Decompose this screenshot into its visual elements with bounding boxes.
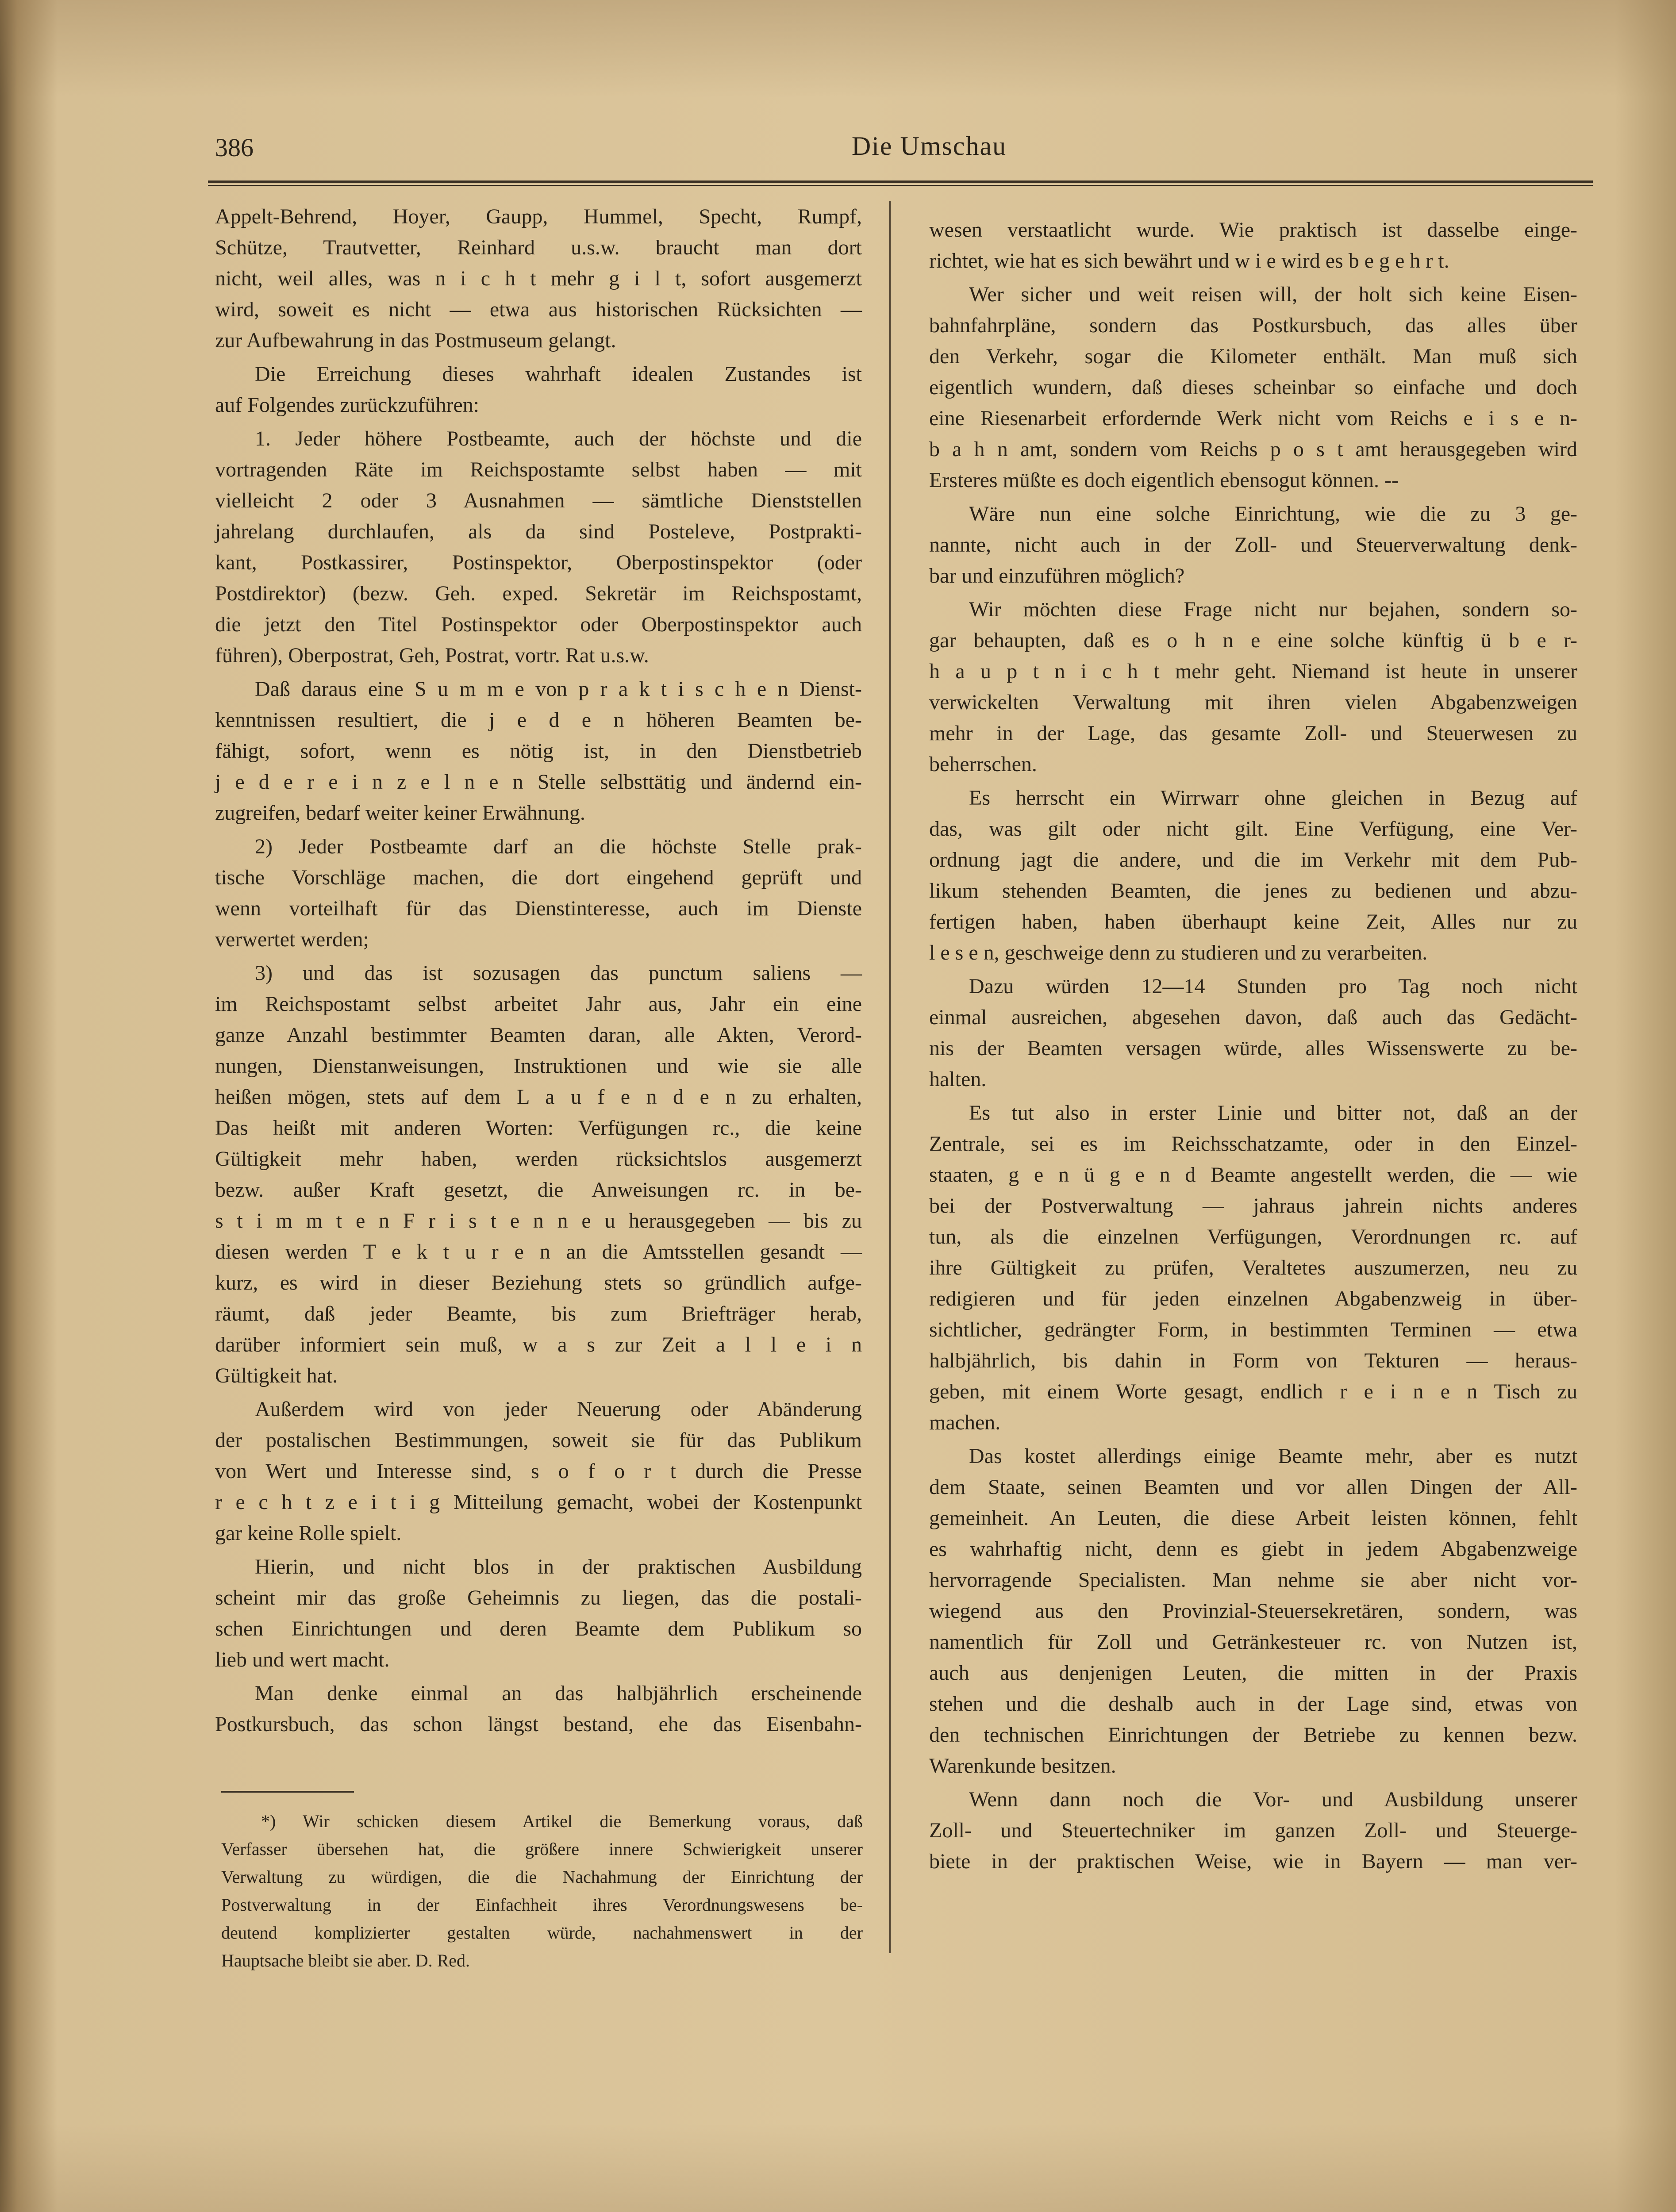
text-line: der postalischen Bestimmungen, soweit sie für das Publikum bbox=[215, 1429, 862, 1452]
text-line: ordnung jagt die andere, und die im Verkehr mit dem Pub- bbox=[929, 848, 1577, 872]
text-line: wesen verstaatlicht wurde. Wie praktisch ist dasselbe einge- bbox=[929, 218, 1577, 242]
paragraph bbox=[929, 783, 1577, 968]
paragraph bbox=[929, 279, 1577, 496]
text-line: tische Vorschläge machen, die dort eingehend geprüft und bbox=[215, 866, 862, 889]
text-line: machen. bbox=[929, 1411, 1001, 1434]
paragraph bbox=[215, 831, 862, 955]
text-line: den technischen Einrichtungen der Betriebe zu kennen bezw. bbox=[929, 1723, 1577, 1747]
text-line: sichtlicher, gedrängter Form, in bestimmten Terminen — etwa bbox=[929, 1318, 1577, 1341]
text-line: es wahrhaftig nicht, denn es giebt in jedem Abgabenzweige bbox=[929, 1537, 1577, 1561]
text-line: von Wert und Interesse sind, s o f o r t durch die Presse bbox=[215, 1459, 862, 1483]
paragraph bbox=[215, 201, 862, 356]
header-rule-thin bbox=[208, 185, 1593, 186]
text-line: beherrschen. bbox=[929, 753, 1037, 776]
text-line: kenntnissen resultiert, die j e d e n höheren Beamten be- bbox=[215, 708, 862, 732]
paragraph bbox=[215, 359, 862, 421]
footnote-line: Postverwaltung in der Einfachheit ihres Verordnungswesens be- bbox=[221, 1895, 863, 1915]
text-line: h a u p t n i c h t mehr geht. Niemand ist heute in unserer bbox=[929, 660, 1577, 683]
text-line: Es herrscht ein Wirrwarr ohne gleichen in Bezug auf bbox=[969, 786, 1577, 810]
text-line: hervorragende Specialisten. Man nehme sie aber nicht vor- bbox=[929, 1568, 1577, 1592]
paragraph bbox=[929, 1098, 1577, 1438]
text-line: bahnfahrpläne, sondern das Postkursbuch, das alles über bbox=[929, 314, 1577, 337]
text-line: stehen und die deshalb auch in der Lage sind, etwas von bbox=[929, 1692, 1577, 1716]
paragraph bbox=[215, 674, 862, 829]
text-line: 1. Jeder höhere Postbeamte, auch der höchste und die bbox=[255, 427, 862, 450]
text-line: nis der Beamten versagen würde, alles Wissenswerte zu be- bbox=[929, 1037, 1577, 1060]
text-line: bei der Postverwaltung — jahraus jahrein nichts anderes bbox=[929, 1194, 1577, 1217]
text-line: Dazu würden 12—14 Stunden pro Tag noch nicht bbox=[969, 975, 1577, 998]
text-line: ihre Gültigkeit zu prüfen, Veraltetes auszumerzen, neu zu bbox=[929, 1256, 1577, 1279]
paragraph bbox=[929, 499, 1577, 591]
text-line: Wer sicher und weit reisen will, der holt sich keine Eisen- bbox=[969, 283, 1577, 306]
text-line: Gültigkeit hat. bbox=[215, 1364, 338, 1387]
text-line: r e c h t z e i t i g Mitteilung gemacht, wobei der Kostenpunkt bbox=[215, 1490, 862, 1514]
text-line: halbjährlich, bis dahin in Form von Tekturen — heraus- bbox=[929, 1349, 1577, 1372]
text-line: im Reichspostamt selbst arbeitet Jahr aus, Jahr ein eine bbox=[215, 992, 862, 1016]
text-line: nicht, weil alles, was n i c h t mehr g i l t, sofort ausgemerzt bbox=[215, 267, 862, 290]
text-line: nungen, Dienstanweisungen, Instruktionen und wie sie alle bbox=[215, 1054, 862, 1078]
text-line: tun, als die einzelnen Verfügungen, Verordnungen rc. auf bbox=[929, 1225, 1577, 1248]
text-line: Man denke einmal an das halbjährlich erscheinende bbox=[255, 1682, 862, 1705]
text-line: redigieren und für jeden einzelnen Abgabenzweig in über- bbox=[929, 1287, 1577, 1310]
text-line: j e d e r e i n z e l n e n Stelle selbsttätig und ändernd ein- bbox=[215, 770, 862, 794]
page-number: 386 bbox=[215, 133, 254, 162]
paragraph bbox=[215, 1394, 862, 1549]
footnote-line: *) Wir schicken diesem Artikel die Bemerkung voraus, daß bbox=[261, 1811, 863, 1831]
text-line: richtet, wie hat es sich bewährt und w i e wird es b e g e h r t. bbox=[929, 249, 1449, 273]
text-line: nannte, nicht auch in der Zoll- und Steuerverwaltung denk- bbox=[929, 533, 1577, 557]
footnote bbox=[221, 1807, 863, 1977]
text-line: b a h n amt, sondern vom Reichs p o s t amt herausgegeben wird bbox=[929, 438, 1577, 461]
text-line: likum stehenden Beamten, die jenes zu bedienen und abzu- bbox=[929, 879, 1577, 902]
footnote-line: Hauptsache bleibt sie aber. D. Red. bbox=[221, 1951, 470, 1970]
text-line: fertigen haben, haben überhaupt keine Zeit, Alles nur zu bbox=[929, 910, 1577, 933]
text-line: l e s e n, geschweige denn zu studieren und zu verarbeiten. bbox=[929, 941, 1428, 964]
text-line: 2) Jeder Postbeamte darf an die höchste Stelle prak- bbox=[255, 835, 862, 858]
text-line: verwertet werden; bbox=[215, 928, 369, 951]
text-line: vortragenden Räte im Reichspostamte selbst haben — mit bbox=[215, 458, 862, 481]
left-column bbox=[215, 201, 862, 1743]
paragraph bbox=[929, 1784, 1577, 1877]
text-line: das, was gilt oder nicht gilt. Eine Verfügung, eine Ver- bbox=[929, 817, 1577, 841]
text-line: führen), Oberpostrat, Geh, Postrat, vortr. Rat u.s.w. bbox=[215, 644, 649, 667]
text-line: geben, mit einem Worte gesagt, endlich r e i n e n Tisch zu bbox=[929, 1380, 1577, 1403]
text-line: auf Folgendes zurückzuführen: bbox=[215, 393, 480, 417]
text-line: gar behaupten, daß es o h n e eine solche künftig ü b e r- bbox=[929, 629, 1577, 652]
text-line: Schütze, Trautvetter, Reinhard u.s.w. braucht man dort bbox=[215, 236, 862, 259]
text-line: die jetzt den Titel Postinspektor oder Oberpostinspektor auch bbox=[215, 613, 862, 636]
column-divider bbox=[889, 201, 891, 1953]
text-line: wiegend aus den Provinzial-Steuersekretären, sondern, was bbox=[929, 1599, 1577, 1623]
text-line: staaten, g e n ü g e n d Beamte angestellt werden, die — wie bbox=[929, 1163, 1577, 1187]
right-column bbox=[929, 215, 1577, 1880]
text-line: 3) und das ist sozusagen das punctum saliens — bbox=[255, 961, 862, 985]
text-line: Hierin, und nicht blos in der praktischen Ausbildung bbox=[255, 1555, 862, 1578]
footnote-line: deutend komplizierter gestalten würde, nachahmenswert in der bbox=[221, 1923, 863, 1943]
text-line: gemeinheit. An Leuten, die diese Arbeit leisten können, fehlt bbox=[929, 1506, 1577, 1530]
text-line: fähigt, sofort, wenn es nötig ist, in den Dienstbetrieb bbox=[215, 739, 862, 763]
text-line: schen Einrichtungen und deren Beamte dem Publikum so bbox=[215, 1617, 862, 1640]
text-line: Appelt-Behrend, Hoyer, Gaupp, Hummel, Specht, Rumpf, bbox=[215, 205, 862, 228]
text-line: wenn vorteilhaft für das Dienstinteresse, auch im Dienste bbox=[215, 897, 862, 920]
text-line: Die Erreichung dieses wahrhaft idealen Zustandes ist bbox=[255, 362, 862, 386]
text-line: Wäre nun eine solche Einrichtung, wie die zu 3 ge- bbox=[969, 502, 1577, 526]
text-line: Das heißt mit anderen Worten: Verfügungen rc., die keine bbox=[215, 1116, 862, 1140]
footnote-paragraph bbox=[221, 1807, 863, 1974]
text-line: biete in der praktischen Weise, wie in Bayern — man ver- bbox=[929, 1850, 1577, 1873]
text-line: kurz, es wird in dieser Beziehung stets so gründlich aufge- bbox=[215, 1271, 862, 1294]
text-line: ganze Anzahl bestimmter Beamten daran, alle Akten, Verord- bbox=[215, 1023, 862, 1047]
text-line: auch aus denjenigen Leuten, die mitten in der Praxis bbox=[929, 1661, 1577, 1685]
text-line: heißen mögen, stets auf dem L a u f e n d e n zu erhalten, bbox=[215, 1085, 862, 1109]
text-line: bar und einzuführen möglich? bbox=[929, 564, 1185, 588]
paragraph bbox=[929, 1441, 1577, 1782]
text-line: jahrelang durchlaufen, als da sind Posteleve, Postprakti- bbox=[215, 520, 862, 543]
text-line: darüber informiert sein muß, w a s zur Zeit a l l e i n bbox=[215, 1333, 862, 1356]
text-line: Zoll- und Steuertechniker im ganzen Zoll- und Steuerge- bbox=[929, 1819, 1577, 1842]
text-line: verwickelten Verwaltung mit ihren vielen Abgabenzweigen bbox=[929, 691, 1577, 714]
text-line: Außerdem wird von jeder Neuerung oder Abänderung bbox=[255, 1398, 862, 1421]
text-line: Zentrale, sei es im Reichsschatzamte, oder in den Einzel- bbox=[929, 1132, 1577, 1156]
footnote-rule bbox=[221, 1791, 354, 1793]
text-line: Das kostet allerdings einige Beamte mehr, aber es nutzt bbox=[969, 1444, 1577, 1468]
text-line: vielleicht 2 oder 3 Ausnahmen — sämtliche Dienststellen bbox=[215, 489, 862, 512]
paragraph bbox=[215, 958, 862, 1391]
text-line: Wir möchten diese Frage nicht nur bejahen, sondern so- bbox=[969, 598, 1577, 621]
text-line: namentlich für Zoll und Getränkesteuer rc. von Nutzen ist, bbox=[929, 1630, 1577, 1654]
text-line: scheint mir das große Geheimnis zu liegen, das die postali- bbox=[215, 1586, 862, 1609]
text-line: mehr in der Lage, das gesamte Zoll- und Steuerwesen zu bbox=[929, 722, 1577, 745]
text-line: wird, soweit es nicht — etwa aus historischen Rücksichten — bbox=[215, 298, 862, 321]
text-line: einmal ausreichen, abgesehen davon, daß auch das Gedächt- bbox=[929, 1006, 1577, 1029]
text-line: Postkursbuch, das schon längst bestand, ehe das Eisenbahn- bbox=[215, 1713, 862, 1736]
text-line: diesen werden T e k t u r e n an die Amtsstellen gesandt — bbox=[215, 1240, 862, 1263]
running-title: Die Umschau bbox=[851, 131, 1007, 161]
text-line: halten. bbox=[929, 1068, 987, 1091]
text-line: den Verkehr, sogar die Kilometer enthält. Man muß sich bbox=[929, 345, 1577, 368]
paragraph bbox=[929, 594, 1577, 780]
text-line: bezw. außer Kraft gesetzt, die Anweisungen rc. in be- bbox=[215, 1178, 862, 1202]
text-line: kant, Postkassirer, Postinspektor, Oberpostinspektor (oder bbox=[215, 551, 862, 574]
text-line: Wenn dann noch die Vor- und Ausbildung unserer bbox=[969, 1788, 1577, 1811]
text-line: s t i m m t e n F r i s t e n n e u herausgegeben — bis zu bbox=[215, 1209, 862, 1233]
text-line: Gültigkeit mehr haben, werden rücksichtslos ausgemerzt bbox=[215, 1147, 862, 1171]
text-line: zur Aufbewahrung in das Postmuseum gelangt. bbox=[215, 329, 616, 352]
footnote-line: Verwaltung zu würdigen, die die Nachahmung der Einrichtung der bbox=[221, 1867, 863, 1887]
text-line: gar keine Rolle spielt. bbox=[215, 1521, 402, 1545]
text-line: lieb und wert macht. bbox=[215, 1648, 390, 1671]
text-line: Daß daraus eine S u m m e von p r a k t i s c h e n Dienst- bbox=[255, 677, 862, 701]
text-line: Postdirektor) (bezw. Geh. exped. Sekretär im Reichspostamt, bbox=[215, 582, 862, 605]
footnote-line: Verfasser übersehen hat, die größere innere Schwierigkeit unserer bbox=[221, 1839, 863, 1859]
paragraph bbox=[215, 1551, 862, 1675]
paragraph bbox=[215, 423, 862, 671]
text-line: Es tut also in erster Linie und bitter not, daß an der bbox=[969, 1101, 1577, 1125]
paragraph bbox=[929, 971, 1577, 1095]
text-line: Ersteres müßte es doch eigentlich ebensogut können. -- bbox=[929, 469, 1399, 492]
text-line: zugreifen, bedarf weiter keiner Erwähnung. bbox=[215, 801, 585, 825]
paragraph bbox=[929, 215, 1577, 276]
text-line: räumt, daß jeder Beamte, bis zum Briefträger herab, bbox=[215, 1302, 862, 1325]
header-rule bbox=[208, 180, 1593, 183]
text-line: eine Riesenarbeit erfordernde Werk nicht vom Reichs e i s e n- bbox=[929, 407, 1577, 430]
text-line: eigentlich wundern, daß dieses scheinbar so einfache und doch bbox=[929, 376, 1577, 399]
paragraph bbox=[215, 1678, 862, 1740]
text-line: dem Staate, seinen Beamten und vor allen Dingen der All- bbox=[929, 1475, 1577, 1499]
text-line: Warenkunde besitzen. bbox=[929, 1754, 1116, 1778]
